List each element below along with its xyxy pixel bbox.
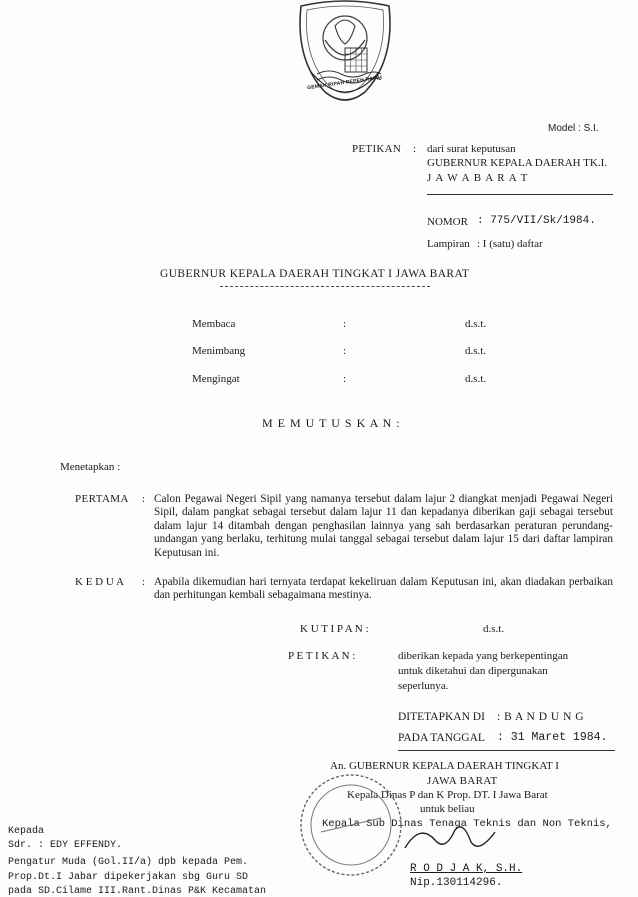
kutipan-value: d.s.t. — [483, 623, 505, 635]
seal-emblem-icon — [295, 0, 395, 110]
signature-authority-line3: Kepala Dinas P dan K Prop. DT. I Jawa Barat — [347, 789, 548, 801]
petikan-colon: : — [413, 143, 417, 155]
official-stamp-icon — [296, 770, 406, 880]
model-label: Model : S.I. — [548, 123, 599, 134]
petikan-distribution-line1: diberikan kepada yang berkepentingan — [398, 650, 569, 662]
seal-motto: GEMAH RIPAH REPEH RAPIH — [306, 74, 383, 92]
signature-authority-line4: untuk beliau — [420, 803, 475, 815]
consideration-value: d.s.t. — [465, 345, 487, 357]
lampiran-value: : I (satu) daftar — [477, 238, 543, 250]
memutuskan-heading: M E M U T U S K A N : — [262, 416, 401, 430]
handwritten-signature — [395, 818, 515, 858]
title-underline — [220, 286, 430, 287]
consideration-colon: : — [343, 318, 347, 330]
signer-name: R O D J A K, S.H. — [410, 863, 523, 875]
signature-scribble-icon — [395, 818, 515, 858]
consideration-label-membaca: Membaca — [192, 318, 236, 330]
header-divider — [427, 194, 613, 195]
nomor-label: NOMOR — [427, 216, 468, 228]
petikan-distribution-line2: untuk diketahui dan dipergunakan — [398, 665, 548, 677]
signer-nip: Nip.130114296. — [410, 877, 503, 889]
petikan-source-line3: J A W A B A R A T — [427, 172, 529, 184]
petikan-source-line2: GUBERNUR KEPALA DAERAH TK.I. — [427, 157, 607, 169]
pertama-colon: : — [142, 493, 146, 505]
consideration-value: d.s.t. — [465, 318, 487, 330]
consideration-colon: : — [343, 373, 347, 385]
date-underline — [398, 750, 615, 751]
official-stamp — [296, 770, 406, 880]
pertama-text: Calon Pegawai Negeri Sipil yang namanya tersebut dalam lajur 2 diangkat menjadi Pegawai Negeri Sipil, dalam pangkat sebagai tersebut dalam lajur 11 dan kepadanya diberikan gaji sebagai tersebut dalam lajur 14 ditambah dengan penghasilan lainnya yang sah berdasarkan peraturan perundang-undangan yang berlaku, terhitung mulai tanggal sebagai tersebut dalam lajur 15 dari daftar lampiran Keputusan ini. — [154, 493, 613, 559]
consideration-value: d.s.t. — [465, 373, 487, 385]
signature-authority-line5: Kepala Sub Dinas Tenaga Teknis dan Non Teknis, — [322, 818, 612, 830]
consideration-colon: : — [343, 345, 347, 357]
petikan-distribution-label: P E T I K A N : — [288, 650, 356, 662]
signature-authority-line1: An. GUBERNUR KEPALA DAERAH TINGKAT I — [330, 760, 559, 772]
recipient-line1: Kepada — [8, 826, 45, 837]
provincial-seal — [295, 0, 395, 110]
menetapkan-label: Menetapkan : — [60, 461, 121, 473]
kedua-text: Apabila dikemudian hari ternyata terdapat kekeliruan dalam Keputusan ini, akan diadakan perbaikan dan perhitungan kembali sebagaimana mestinya. — [154, 576, 613, 602]
pada-tanggal-label: PADA TANGGAL — [398, 732, 485, 744]
kutipan-label: K U T I P A N : — [300, 623, 369, 635]
petikan-label: PETIKAN — [352, 143, 402, 155]
consideration-label-mengingat: Mengingat — [192, 373, 240, 385]
pertama-label: PERTAMA — [75, 493, 129, 505]
consideration-label-menimbang: Menimbang — [192, 345, 246, 357]
petikan-distribution-line3: seperlunya. — [398, 680, 449, 692]
kedua-colon: : — [142, 576, 146, 588]
recipient-line5: pada SD.Cilame III.Rant.Dinas P&K Kecamatan — [8, 886, 267, 897]
document-title: GUBERNUR KEPALA DAERAH TINGKAT I JAWA BARAT — [160, 268, 470, 280]
recipient-line2: Sdr. : EDY EFFENDY. — [8, 840, 123, 851]
ditetapkan-di-value: : B A N D U N G — [497, 711, 585, 723]
petikan-source-line1: dari surat keputusan — [427, 143, 516, 155]
recipient-line4: Prop.Dt.I Jabar dipekerjakan sbg Guru SD — [8, 872, 249, 883]
ditetapkan-di-label: DITETAPKAN DI — [398, 711, 485, 723]
nomor-value: : 775/VII/Sk/1984. — [477, 215, 596, 227]
kedua-label: K E D U A — [75, 576, 124, 588]
pada-tanggal-value: : 31 Maret 1984. — [497, 731, 608, 744]
lampiran-label: Lampiran — [427, 238, 470, 250]
recipient-line3: Pengatur Muda (Gol.II/a) dpb kepada Pem. — [8, 857, 249, 868]
signature-authority-line2: JAWA BARAT — [427, 775, 498, 787]
